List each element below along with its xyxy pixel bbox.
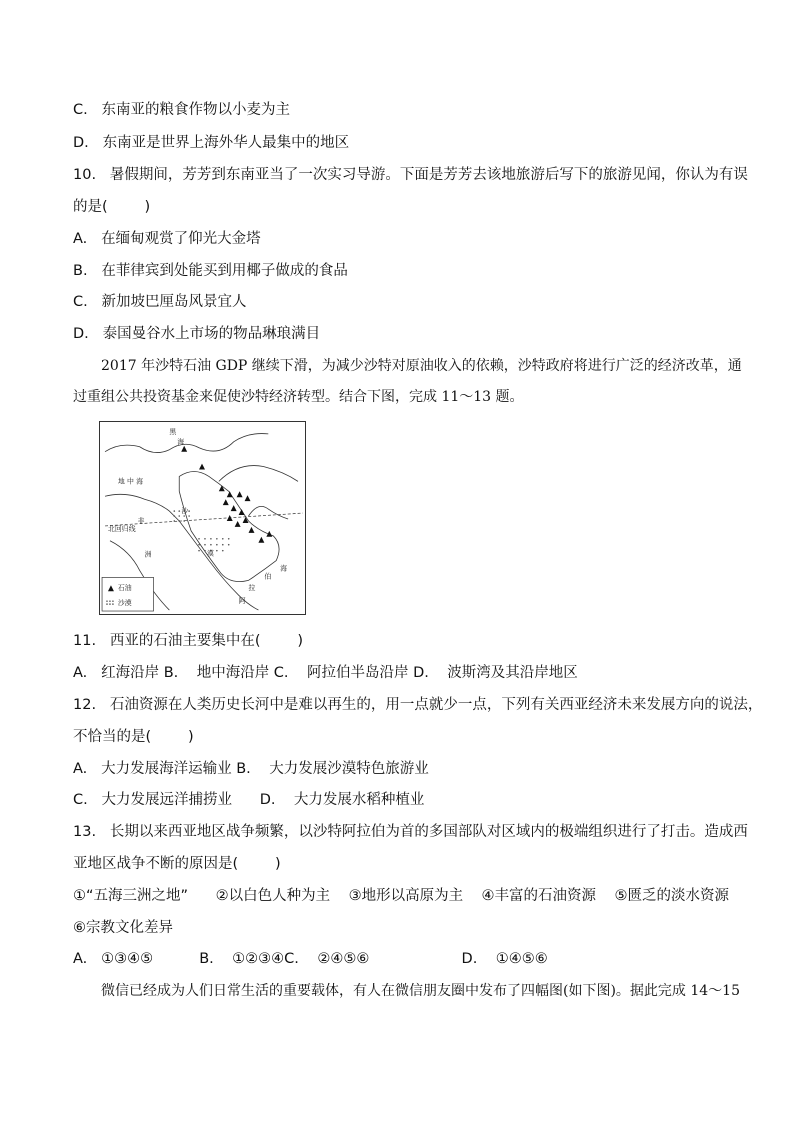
question-13-statements: ①“五海三洲之地” ②以白色人种为主 ③地形以高原为主 ④丰富的石油资源 ⑤匮乏的淡水资源 (73, 888, 729, 904)
question-10-line2: 的是( ) (73, 199, 151, 215)
map-label-africa1: 非 (137, 516, 145, 525)
map-label-bo: 伯 (264, 572, 272, 581)
map-label-black: 黑 (169, 427, 177, 436)
west-asia-map (99, 421, 306, 615)
question-10-line1: 10. 暑假期间，芳芳到东南亚当了一次实习导游。下面是芳芳去该地旅游后写下的旅游见闻，你认为有误 (73, 167, 748, 183)
question-13-line2: 亚地区战争不断的原因是( ) (73, 856, 281, 872)
question-10-option-c: C. 新加坡巴厘岛风景宜人 (73, 294, 247, 310)
question-13-options: A. ①③④⑤ B. ①②③④C. ②④⑤⑥ D. ①④⑤⑥ (73, 951, 548, 967)
oil-field-icons (181, 446, 272, 543)
legend-oil: 石油 (117, 584, 132, 593)
question-12-line2: 不恰当的是( ) (73, 729, 194, 745)
passage-intro-line1: 2017 年沙特石油 GDP 继续下滑，为减少沙特对原油收入的依赖，沙特政府将进行广泛的经济改革，通 (101, 358, 742, 374)
map-label-sea2: 海 (280, 564, 288, 573)
map-label-tropic: 北回归线 (107, 524, 136, 533)
question-12-options-ab: A. 大力发展海洋运输业 B. 大力发展沙漠特色旅游业 (73, 761, 429, 777)
passage-intro-line2: 过重组公共投资基金来促使沙特经济转型。结合下图，完成 11～13 题。 (73, 389, 524, 405)
map-label-sea: 海 (177, 437, 185, 446)
map-label-sha: 沙 (181, 507, 189, 516)
question-12-line1: 12. 石油资源在人类历史长河中是难以再生的，用一点就少一点，下列有关西亚经济未来发展方向的说法， (73, 697, 763, 713)
question-10-option-d: D. 泰国曼谷水上市场的物品琳琅满目 (73, 326, 321, 342)
option-d: D. 东南亚是世界上海外华人最集中的地区 (73, 135, 350, 151)
question-10-option-a: A. 在缅甸观赏了仰光大金塔 (73, 231, 261, 247)
option-c: C. 东南亚的粮食作物以小麦为主 (73, 102, 291, 118)
passage-intro-line3: 微信已经成为人们日常生活的重要载体，有人在微信朋友圈中发布了四幅图(如下图)。据此完成 14～15 (101, 983, 741, 999)
map-label-africa2: 洲 (144, 550, 152, 559)
question-13-statement-6: ⑥宗教文化差异 (73, 920, 173, 936)
question-10-option-b: B. 在菲律宾到处能买到用椰子做成的食品 (73, 263, 348, 279)
map-label-la: 拉 (248, 584, 256, 593)
question-11-options: A. 红海沿岸 B. 地中海沿岸 C. 阿拉伯半岛沿岸 D. 波斯湾及其沿岸地区 (73, 665, 578, 681)
map-label-mediterranean: 地 中 海 (117, 477, 144, 486)
legend-desert: 沙漠 (117, 599, 132, 608)
question-13-line1: 13. 长期以来西亚地区战争频繁，以沙特阿拉伯为首的多国部队对区域内的极端组织进行了打击。造成西 (73, 824, 748, 840)
map-label-a: 阿 (238, 597, 246, 606)
question-12-options-cd: C. 大力发展远洋捕捞业 D. 大力发展水稻种植业 (73, 792, 425, 808)
map-label-mo: 漠 (206, 549, 214, 558)
question-11: 11. 西亚的石油主要集中在( ) (73, 633, 304, 649)
